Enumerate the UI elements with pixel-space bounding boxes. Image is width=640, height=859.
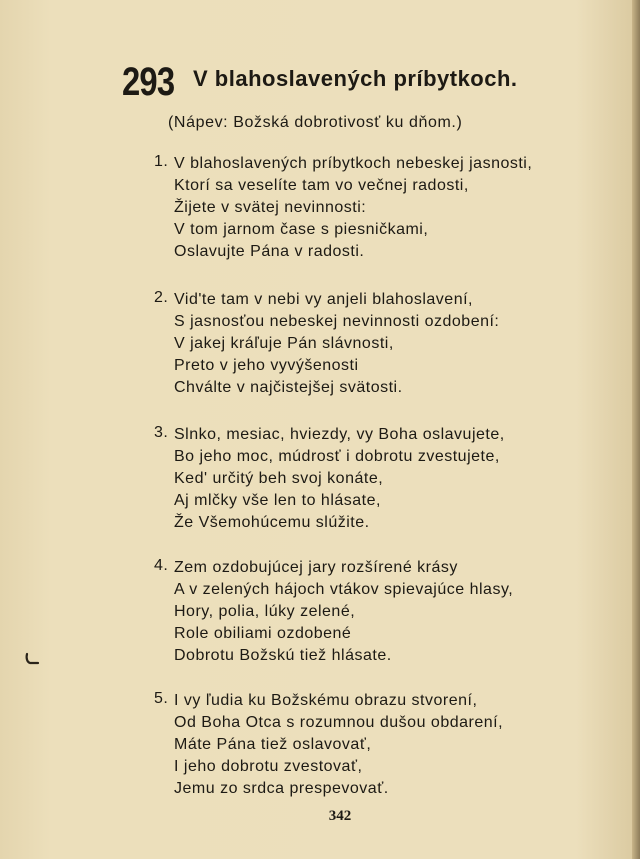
stanza-line: Slnko, mesiac, hviezdy, vy Boha oslavujete, [174, 426, 505, 443]
stanza-number: 5. [154, 690, 169, 707]
stanza-line: Ktorí sa veselíte tam vo večnej radosti, [174, 177, 469, 194]
stanza-line: I jeho dobrotu zvestovať, [174, 758, 363, 775]
stanza-number: 4. [154, 557, 169, 574]
tune-note: (Nápev: Božská dobrotivosť ku dňom.) [168, 114, 463, 131]
stanza-line: Ked' určitý beh svoj konáte, [174, 470, 384, 487]
stanza-3 [154, 424, 614, 534]
stanza-line: Zem ozdobujúcej jary rozšírené krásy [174, 559, 458, 576]
stanza-line: Chválte v najčistejšej svätosti. [174, 379, 403, 396]
stanza-line: Bo jeho moc, múdrosť i dobrotu zvestujete, [174, 448, 500, 465]
hymn-title: V blahoslavených príbytkoch. [193, 66, 518, 91]
stanza-line: V blahoslavených príbytkoch nebeskej jasnosti, [174, 155, 533, 172]
stanza-line: Role obiliami ozdobené [174, 625, 352, 642]
stanza-line: I vy ľudia ku Božskému obrazu stvorení, [174, 692, 478, 709]
stanza-1 [154, 153, 614, 263]
stanza-5 [154, 690, 614, 800]
stanza-line: Dobrotu Božskú tiež hlásate. [174, 647, 392, 664]
stanza-line: Oslavujte Pána v radosti. [174, 243, 365, 260]
stanza-line: Hory, polia, lúky zelené, [174, 603, 356, 620]
stanza-line: Že Všemohúcemu slúžite. [174, 514, 370, 531]
stanza-line: Jemu zo srdca prespevovať. [174, 780, 389, 797]
stanza-line: Máte Pána tiež oslavovať, [174, 736, 372, 753]
page-number: 342 [328, 808, 352, 824]
stanza-2 [154, 289, 614, 399]
hymn-number: 293 [122, 60, 175, 104]
stanza-number: 2. [154, 289, 169, 306]
stanza-number: 3. [154, 424, 169, 441]
margin-ink-mark [24, 652, 40, 666]
stanza-line: Žijete v svätej nevinnosti: [174, 199, 367, 216]
page-edge-shadow [632, 0, 640, 859]
stanza-line: Vid'te tam v nebi vy anjeli blahoslavení, [174, 291, 473, 308]
stanza-4 [154, 557, 614, 667]
stanza-line: S jasnosťou nebeskej nevinnosti ozdobení: [174, 313, 500, 330]
stanza-line: V jakej kráľuje Pán slávnosti, [174, 335, 394, 352]
stanza-line: A v zelených hájoch vtákov spievajúce hlasy, [174, 581, 514, 598]
stanza-line: V tom jarnom čase s piesničkami, [174, 221, 429, 238]
stanza-line: Aj mlčky vše len to hlásate, [174, 492, 381, 509]
stanza-line: Preto v jeho vyvýšenosti [174, 357, 359, 374]
stanza-line: Od Boha Otca s rozumnou dušou obdarení, [174, 714, 504, 731]
stanza-number: 1. [154, 153, 169, 170]
